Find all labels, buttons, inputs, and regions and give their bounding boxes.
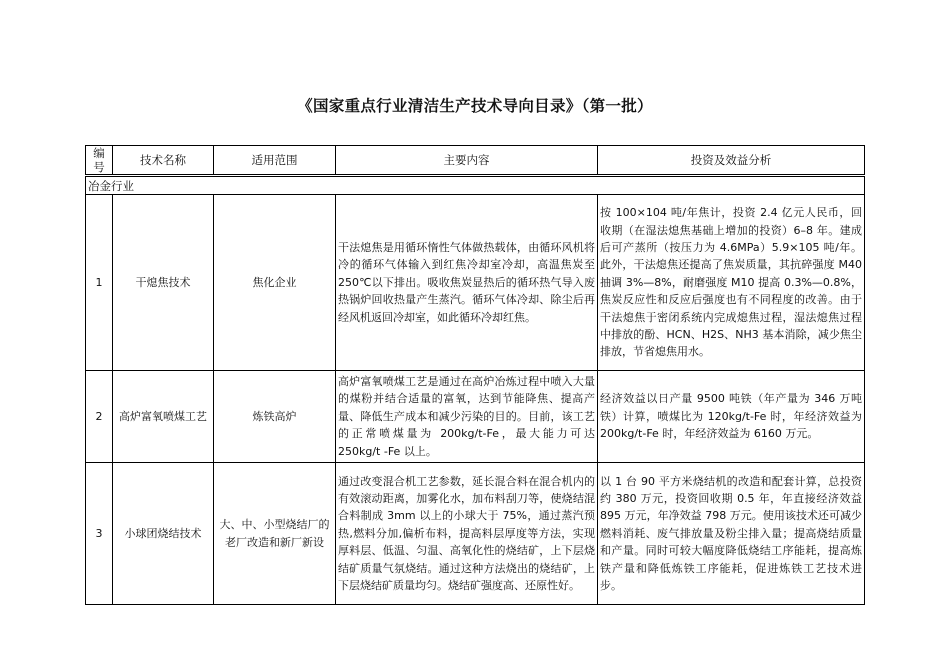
row-content: 干法熄焦是用循环惰性气体做热载体，由循环风机将冷的循环气体输入到红焦冷却室冷却，高温焦炭至 250℃以下排出。吸收焦炭显热后的循环热气导入废热锅炉回收热量产生蒸汽。循环气体冷却、除尘后再经风机返回冷却室，如此循环冷却红焦。 bbox=[336, 195, 598, 371]
header-name: 技术名称 bbox=[113, 146, 214, 176]
row-id: 3 bbox=[86, 463, 113, 605]
header-content: 主要内容 bbox=[336, 146, 598, 176]
row-benefit: 以 1 台 90 平方米烧结机的改造和配套计算，总投资约 380 万元，投资回收期 0.5 年，年直接经济效益 895 万元，年净效益 798 万元。使用该技术还可减少燃料消耗、废气排放量及粉尘排入量；提高烧结质量和产量。同时可较大幅度降低烧结工序能耗，提高炼铁产量和降低炼铁工序能耗，促进炼铁工艺技术进步。 bbox=[598, 463, 865, 605]
row-id: 2 bbox=[86, 371, 113, 463]
row-name: 干熄焦技术 bbox=[113, 195, 214, 371]
row-scope: 焦化企业 bbox=[214, 195, 336, 371]
row-id: 1 bbox=[86, 195, 113, 371]
technology-table bbox=[85, 145, 865, 605]
row-benefit: 按 100×104 吨/年焦计，投资 2.4 亿元人民币，回收期（在湿法熄焦基础上增加的投资）6–8 年。建成后可产蒸所（按压力为 4.6MPa）5.9×105 吨/年。此外，干法熄焦还提高了焦炭质量，其抗碎强度 M40 抽调 3%—8%，耐磨强度 M10 提高 0.3%—0.8%，焦炭反应性和反应后强度也有不同程度的改善。由于干法熄焦于密闭系统内完成熄焦过程，湿法熄焦过程中排放的酚、HCN、H2S、NH3 基本消除，减少焦尘排放，节省熄焦用水。 bbox=[598, 195, 865, 371]
header-benefit: 投资及效益分析 bbox=[598, 146, 865, 176]
row-name: 高炉富氧喷煤工艺 bbox=[113, 371, 214, 463]
row-scope: 炼铁高炉 bbox=[214, 371, 336, 463]
row-benefit: 经济效益以日产量 9500 吨铁（年产量为 346 万吨铁）计算，喷煤比为 120kg/t-Fe 时，年经济效益为 200kg/t-Fe 时，年经济效益为 6160 万元。 bbox=[598, 371, 865, 463]
section-row bbox=[86, 176, 865, 195]
row-content: 高炉富氧喷煤工艺是通过在高炉冶炼过程中喷入大量的煤粉并结合适量的富氧，达到节能降焦、提高产量、降低生产成本和减少污染的目的。目前，该工艺的正常喷煤量为 200kg/t-Fe，最大能力可达 250kg/t -Fe 以上。 bbox=[336, 371, 598, 463]
document-title: 《国家重点行业清洁生产技术导向目录》（第一批） bbox=[297, 97, 653, 115]
row-content: 通过改变混合机工艺参数，延长混合料在混合机内的有效滚动距离，加雾化水，加布料刮刀等，使烧结混合料制成 3mm 以上的小球大于 75%，通过蒸汽预热,燃料分加,偏析布料，提高料层厚度等方法，实现厚料层、低温、匀温、高氧化性的烧结矿，上下层烧结矿质量气氛烧结。通过这种方法烧出的烧结矿，上下层烧结矿质量均匀。烧结矿强度高、还原性好。 bbox=[336, 463, 598, 605]
header-scope: 适用范围 bbox=[214, 146, 336, 176]
header-id: 编号 bbox=[86, 146, 113, 176]
table-row bbox=[86, 195, 865, 371]
table-header-row bbox=[86, 146, 865, 176]
section-label: 冶金行业 bbox=[86, 176, 865, 195]
row-scope: 大、中、小型烧结厂的老厂改造和新厂新设 bbox=[214, 463, 336, 605]
table-row bbox=[86, 463, 865, 605]
row-name: 小球团烧结技术 bbox=[113, 463, 214, 605]
table-row bbox=[86, 371, 865, 463]
